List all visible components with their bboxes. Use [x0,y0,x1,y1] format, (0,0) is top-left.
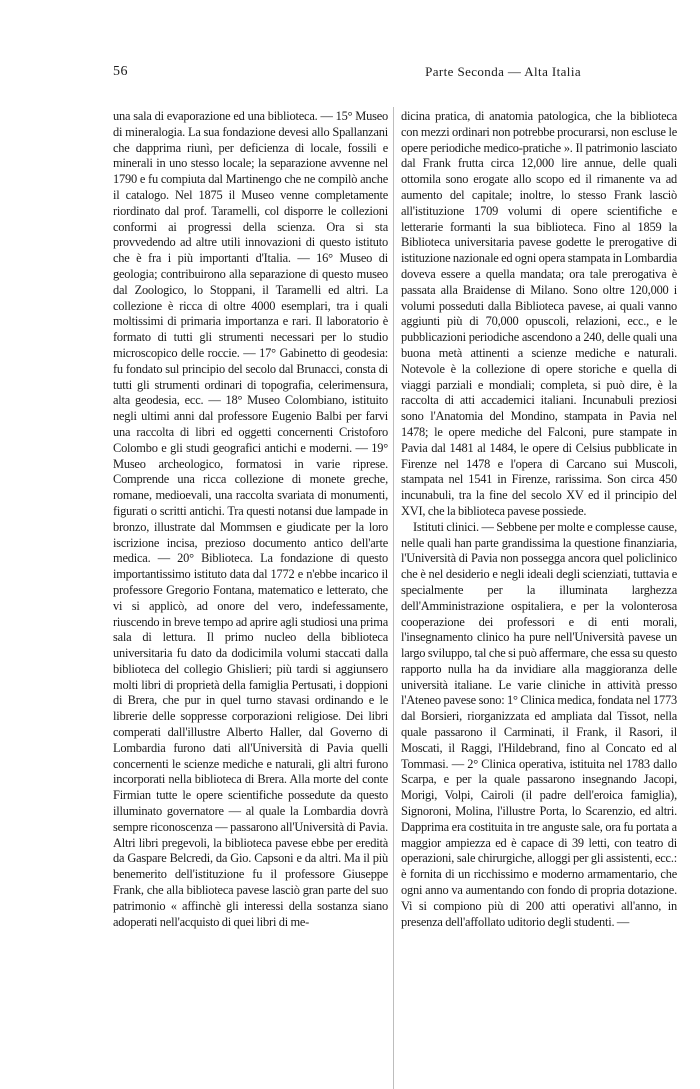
column-divider [393,107,394,1089]
right-paragraph-2: Istituti clinici. — Sebbene per molte e complesse cause, nelle quali han parte grandissima la questione finanziaria, l'Università di Pavia non posseggа ancora quel policlinico che è nel desiderio e negli ideali degli scienziati, tuttavia e specialmente per la illuminata larghezza dell'Amministrazione ospitaliera, e per la volonterosa cooperazione dei professori e di enti morali, l'insegnamento clinico ha pure nell'Università pavese un largo sviluppo, tal che si può affermare, che essa su questo rapporto nulla ha da invidiare alla maggioranza delle università italiane. Le varie cliniche in attività presso l'Ateneo pavese sono: 1° Clinica medica, fondata nel 1773 dal Borsieri, riorganizzata ed ampliata dal Tissot, nella quale passarono il Carminati, il Frank, il Rasori, il Moscati, il Raggi, l'Hildebrand, fino al Concato ed al Tommasi. — 2° Clinica operativa, istituita nel 1783 dallo Scarpa, e per la quale passarono insegnando Jacopi, Morigi, Volpi, Cairoli (il padre dell'eroica famiglia), Signoroni, Molina, l'illustre Porta, lo Scarenzio, ed altri. Dapprima era costituita in tre anguste sale, ora fu portata a maggior ampiezza ed è capace di 39 letti, con teatro di operazioni, sale chirurgiche, alloggi per gli assistenti, ecc.: è fornita di un ricchissimo e moderno armamentario, che ogni anno va aumentando con fondo di propria dotazione. Vi si compiono più di 200 atti operativi all'anno, in presenza dell'affollato uditorio degli studenti. — [401,519,677,929]
left-paragraph-1: una sala di evaporazione ed una biblioteca. — 15° Museo di mineralogia. La sua fondazione devesi allo Spallanzani che dapprima riunì, per deficienza di locale, fossili e minerali in uno stesso locale; la separazione avvenne nel 1790 e fu compiuta dal Martinengo che ne compilò anche il catalogo. Nel 1875 il Museo venne completamente riordinato dal prof. Taramelli, col disporre le collezioni conformi ai progressi della scienza. Ora si sta provvedendo ad altre utili innovazioni di questo istituto che è fra i più importanti d'Italia. — 16° Museo di geologia; contribuirono alla separazione di questo museo dal Zoologico, lo Stoppani, il Taramelli ed altri. La collezione è ricca di oltre 4000 esemplari, tra i quali moltissimi di primaria importanza e rari. Il laboratorio è formato di tutti gli strumenti necessari per lo studio microscopico delle roccie. — 17° Gabinetto di geodesia: fu fondato sul principio del secolo dal Brunacci, consta di tutti gli strumenti ordinari di topografia, celerimensura, alta geodesia, ecc. — 18° Museo Colombiano, istituito negli ultimi anni dal professore Eugenio Balbi per farvi una raccolta di libri ed oggetti concernenti Cristoforo Colombo e gli studi geografici antichi e moderni. — 19° Museo archeologico, formatosi in varie riprese. Comprende una ricca collezione di monete greche, romane, medioevali, una raccolta svariata di monumenti, figurati o scritti antichi. Tra questi notansi due lampade in bronzo, illustrate dal Mommsen e giudicate per la loro iscrizione incisa, prezioso documento antico dell'arte medica. — 20° Biblioteca. La fondazione di questo importantissimo istituto data dal 1772 e n'ebbe incarico il professore Gregorio Fontana, matematico e letterato, che vi si applicò, ad onore del vero, indefessamente, riuscendo in breve tempo ad aprire agli studiosi una prima sala di lettura. Il primo nucleo della biblioteca universitaria fu dato da dodicimila volumi staccati dalla biblioteca del collegio Ghislieri; più tardi si aggiunsero molti libri di proprietà della famiglia Pertusati, i doppioni di Brera, che pur in quel turno stavasi ordinando e le librerie delle soppresse corporazioni religiose. Dei libri comperati dall'illustre Alberto Haller, dal Governo di Lombardia furono dati all'Università di Pavia quelli concernenti le scienze mediche e naturali, gli altri furono incorporati nella biblioteca di Brera. Alla morte del conte Firmian tutte le opere scientifiche possedute da questo illuminato governatore — al quale la Lombardia dovrà sempre riconoscenza — passarono all'Università di Pavia. Altri libri pregevoli, la biblioteca pavese ebbe per eredità da Gaspare Belcredi, da Gio. Capsoni e da altri. Ma il più benemerito dell'istituzione fu il professore Giuseppe Frank, che alla biblioteca pavese lasciò gran parte del suo patrimonio « affinchè gli interessi della sostanza siano adoperati nell'acquisto di quei libri di me- [113,109,388,929]
left-column [113,109,388,930]
right-column [401,109,677,930]
page-header [113,64,581,84]
right-paragraph-1: dicina pratica, di anatomia patologica, che la biblioteca con mezzi ordinari non potrebbe procurarsi, non escluse le opere periodiche medico-pratiche ». Il patrimonio lasciato dal Frank frutta circa 12,000 lire annue, delle quali ottomila sono erogate allo scopo ed il rimanente va ad aumento del capitale; inoltre, lo stesso Frank lasciò all'istituzione 1709 volumi di opere scientifiche e letterarie formanti la sua biblioteca. Fino al 1859 la Biblioteca universitaria pavese godette le prerogative di istituzione nazionale ed ogni opera stampata in Lombardia doveva essere a quella mandata; ora tale prerogativa è passata alla Braidense di Milano. Sono oltre 120,000 i volumi posseduti dalla Biblioteca pavese, ai quali vanno aggiunti più di 70,000 opuscoli, relazioni, ecc., e le pubblicazioni periodiche ascendono a 240, delle quali una buona metà attinenti a scienze mediche e naturali. Notevole è la collezione di opere storiche e quella di viaggi parziali e mondiali; completa, si può dire, è la raccolta di atti accademici italiani. Incunabuli preziosi sono l'Anatomia del Mondino, stampata in Pavia nel 1478; le opere mediche del Falconi, pure stampate in Pavia dal 1481 al 1484, le opere di Celsius pubblicate in Firenze nel 1478 e l'opera di Carcano sui Muscoli, stampata nel 1541 in Firenze, rarissima. Son circa 450 incunabuli, tra la fine del secolo XV ed il principio del XVI, che la biblioteca pavese possiede. [401,109,677,518]
page-number: 56 [113,64,128,79]
running-title: Parte Seconda — Alta Italia [425,64,581,79]
